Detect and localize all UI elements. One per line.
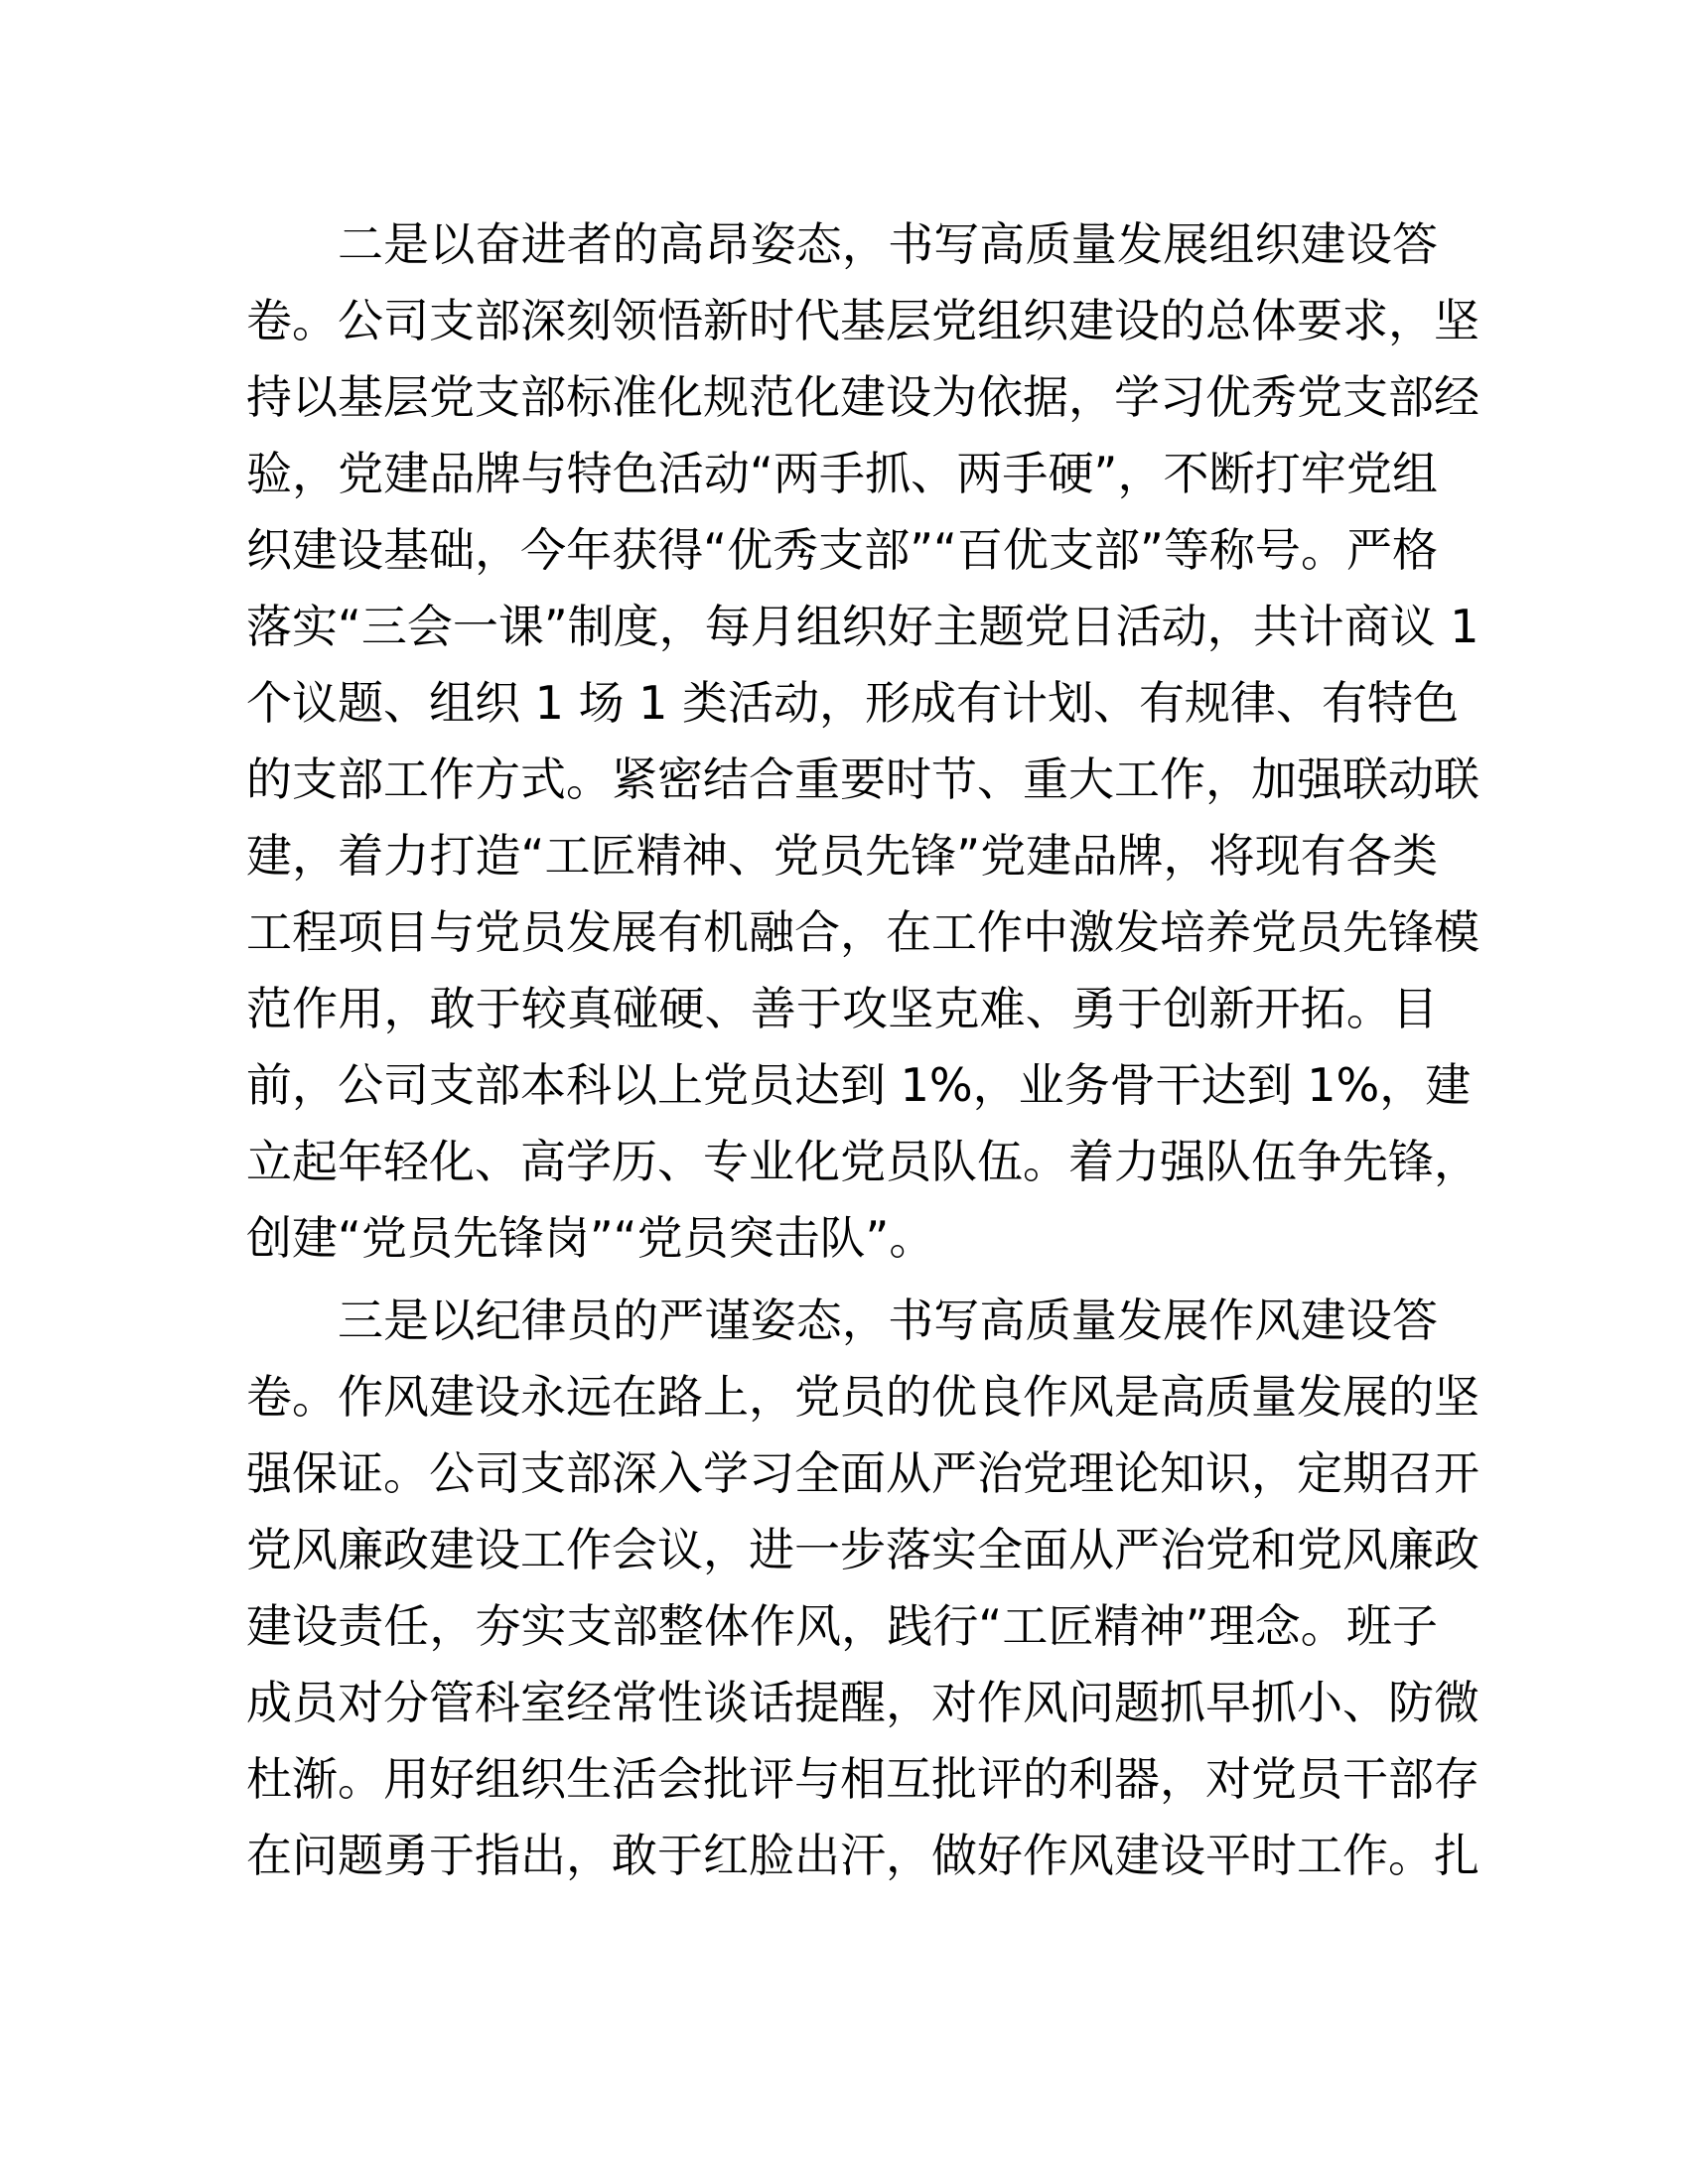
text-line: 创建“党员先锋岗”“党员突击队”。 (246, 1211, 935, 1265)
text-line: 验，党建品牌与特色活动“两手抓、两手硬”，不断打牢党组 (246, 447, 1438, 500)
paragraph-organization-building (246, 206, 1479, 1277)
text-line: 卷。作风建设永远在路上，党员的优良作风是高质量发展的坚 (246, 1370, 1479, 1424)
text-line: 建设责任，夯实支部整体作风，践行“工匠精神”理念。班子 (246, 1599, 1438, 1653)
text-line: 的支部工作方式。紧密结合重要时节、重大工作，加强联动联 (246, 752, 1479, 806)
text-line: 个议题、组织 1 场 1 类活动，形成有计划、有规律、有特色 (246, 676, 1460, 730)
text-line: 前，公司支部本科以上党员达到 1%，业务骨干达到 1%，建 (246, 1058, 1472, 1112)
text-line: 落实“三会一课”制度，每月组织好主题党日活动，共计商议 1 (246, 600, 1479, 653)
text-line: 三是以纪律员的严谨姿态，书写高质量发展作风建设答 (338, 1294, 1438, 1347)
text-line: 立起年轻化、高学历、专业化党员队伍。着力强队伍争先锋， (246, 1135, 1479, 1188)
text-line: 杜渐。用好组织生活会批评与相互批评的利器，对党员干部存 (246, 1752, 1479, 1806)
document-body (246, 206, 1479, 1894)
text-line: 在问题勇于指出，敢于红脸出汗，做好作风建设平时工作。扎 (246, 1829, 1479, 1882)
text-line: 成员对分管科室经常性谈话提醒，对作风问题抓早抓小、防微 (246, 1676, 1479, 1729)
text-line: 强保证。公司支部深入学习全面从严治党理论知识，定期召开 (246, 1446, 1479, 1500)
text-line: 卷。公司支部深刻领悟新时代基层党组织建设的总体要求，坚 (246, 294, 1479, 347)
text-line: 党风廉政建设工作会议，进一步落实全面从严治党和党风廉政 (246, 1523, 1479, 1576)
text-line: 范作用，敢于较真碰硬、善于攻坚克难、勇于创新开拓。目 (246, 982, 1438, 1035)
text-line: 持以基层党支部标准化规范化建设为依据，学习优秀党支部经 (246, 370, 1479, 424)
text-line: 织建设基础，今年获得“优秀支部”“百优支部”等称号。严格 (246, 523, 1438, 577)
paragraph-conduct-building (246, 1283, 1479, 1894)
text-line: 二是以奋进者的高昂姿态，书写高质量发展组织建设答 (338, 217, 1438, 271)
text-line: 工程项目与党员发展有机融合，在工作中激发培养党员先锋模 (246, 905, 1479, 959)
text-line: 建，着力打造“工匠精神、党员先锋”党建品牌，将现有各类 (246, 829, 1438, 883)
